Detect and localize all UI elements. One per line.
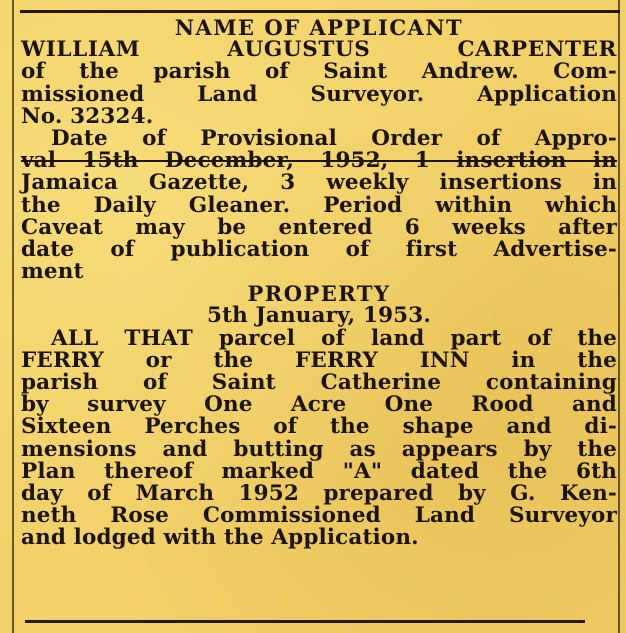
applicant-line: Jamaica Gazette, 3 weekly insertions in — [21, 170, 617, 196]
applicant-line: Date of Provisional Order of Appro- — [51, 125, 617, 151]
applicant-line: missioned Land Surveyor. Application — [21, 81, 617, 107]
property-line: FERRY or the FERRY INN in the — [21, 347, 617, 373]
property-line: day of March 1952 prepared by G. Ken- — [21, 480, 617, 506]
bottom-rule — [25, 620, 585, 623]
applicant-line: the Daily Gleaner. Period within which — [21, 192, 617, 218]
property-line: Plan thereof marked "A" dated the 6th — [21, 458, 617, 484]
applicant-line: ment — [21, 259, 84, 285]
column-border-right — [618, 0, 620, 633]
applicant-name: WILLIAM AUGUSTUS CARPENTER — [21, 37, 617, 63]
applicant-line: No. 32324. — [21, 103, 154, 129]
applicant-line: date of publication of first Advertise- — [21, 236, 617, 262]
property-line: ALL THAT parcel of land part of the — [51, 325, 617, 351]
applicant-line: Caveat may be entered 6 weeks after — [21, 214, 617, 240]
property-line: by survey One Acre One Rood and — [21, 392, 617, 418]
applicant-line: val 15th December, 1952, 1 insertion in — [21, 148, 617, 174]
applicant-line: of the parish of Saint Andrew. Com- — [21, 59, 617, 85]
property-line: Sixteen Perches of the shape and di- — [21, 414, 617, 440]
applicant-heading: NAME OF APPLICANT — [174, 15, 464, 40]
notice-body — [21, 17, 617, 550]
property-line: mensions and butting as appears by the — [21, 436, 617, 462]
top-rule — [20, 10, 620, 13]
column-border-left — [12, 0, 14, 633]
property-date: 5th January, 1953. — [206, 303, 432, 329]
property-line: parish of Saint Catherine containing — [21, 370, 617, 395]
property-heading: PROPERTY — [247, 281, 391, 307]
property-line: neth Rose Commissioned Land Surveyor — [21, 503, 617, 529]
property-line: and lodged with the Application. — [21, 525, 419, 551]
